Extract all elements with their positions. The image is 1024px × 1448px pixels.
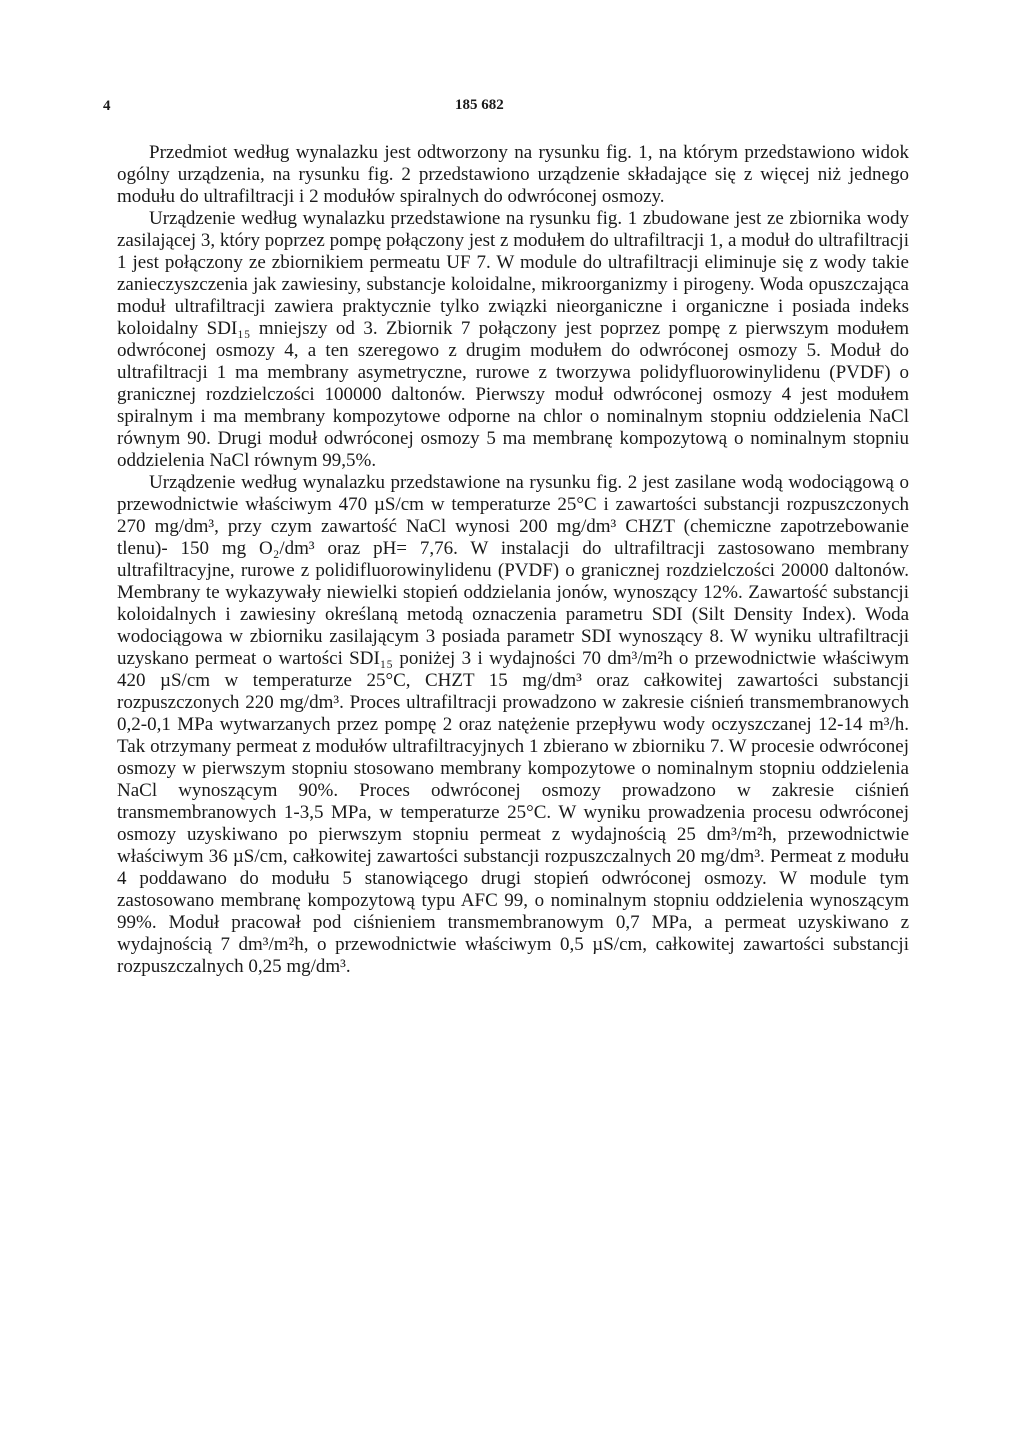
paragraph-figures: Przedmiot według wynalazku jest odtworzony na rysunku fig. 1, na którym przedstawiono widok ogólny urządzenia, na rysunku fig. 2 przedstawiono urządzenie składające się z więcej niż jednego modułu do ultrafiltracji i 2 modułów spiralnych do odwróconej osmozy.	[117, 142, 909, 207]
document-body	[117, 142, 909, 978]
patent-number: 185 682	[455, 97, 504, 113]
page-number: 4	[103, 98, 111, 114]
paragraph-fig1-description: Urządzenie według wynalazku przedstawione na rysunku fig. 1 zbudowane jest ze zbiornika wody zasilającej 3, który poprzez pompę połączony jest z modułem do ultrafiltracji 1, a moduł do ultrafiltracji 1 jest połączony ze zbiornikiem permeatu UF 7. W module do ultrafiltracji eliminuje się z wody takie zanieczyszczenia jak zawiesiny, substancje koloidalne, mikroorganizmy i pirogeny. Woda opuszczająca moduł ultrafiltracji zawiera praktycznie tylko związki nieorganiczne i organiczne i posiada indeks koloidalny SDI₁₅ mniejszy od 3. Zbiornik 7 połączony jest poprzez pompę z pierwszym modułem odwróconej osmozy 4, a ten szeregowo z drugim modułem do odwróconej osmozy 5. Moduł do ultrafiltracji 1 ma membrany asymetryczne, rurowe z tworzywa polidyfluorowinylidenu (PVDF) o granicznej rozdzielczości 100000 daltonów. Pierwszy moduł odwróconej osmozy 4 jest modułem spiralnym i ma membrany kompozytowe odporne na chlor o nominalnym stopniu oddzielenia NaCl równym 90. Drugi moduł odwróconej osmozy 5 ma membranę kompozytową o nominalnym stopniu oddzielenia NaCl równym 99,5%.	[117, 208, 909, 471]
paragraph-fig2-description: Urządzenie według wynalazku przedstawione na rysunku fig. 2 jest zasilane wodą wodociągową o przewodnictwie właściwym 470 µS/cm w temperaturze 25°C i zawartości substancji rozpuszczonych 270 mg/dm³, przy czym zawartość NaCl wynosi 200 mg/dm³ CHZT (chemiczne zapotrzebowanie tlenu)- 150 mg O₂/dm³ oraz pH= 7,76. W instalacji do ultrafiltracji zastosowano membrany ultrafiltracyjne, rurowe z polidifluorowinylidenu (PVDF) o granicznej rozdzielczości 20000 daltonów. Membrany te wykazywały niewielki stopień oddzielania jonów, wynoszący 12%. Zawartość substancji koloidalnych i zawiesiny określaną metodą oznaczenia parametru SDI (Silt Density Index). Woda wodociągowa w zbiorniku zasilającym 3 posiada parametr SDI wynoszący 8. W wyniku ultrafiltracji uzyskano permeat o wartości SDI₁₅ poniżej 3 i wydajności 70 dm³/m²h o przewodnictwie właściwym 420 µS/cm w temperaturze 25°C, CHZT 15 mg/dm³ oraz całkowitej zawartości substancji rozpuszczonych 220 mg/dm³. Proces ultrafiltracji prowadzono w zakresie ciśnień transmembranowych 0,2-0,1 MPa wytwarzanych przez pompę 2 oraz natężenie przepływu wody oczyszczanej 12-14 m³/h. Tak otrzymany permeat z modułów ultrafiltracyjnych 1 zbierano w zbiorniku 7. W procesie odwróconej osmozy w pierwszym stopniu stosowano membrany kompozytowe o nominalnym stopniu oddzielenia NaCl wynoszącym 90%. Proces odwróconej osmozy prowadzono w zakresie ciśnień transmembranowych 1-3,5 MPa, w temperaturze 25°C. W wyniku prowadzenia procesu odwróconej osmozy uzyskiwano po pierwszym stopniu permeat z wydajnością 25 dm³/m²h, przewodnictwie właściwym 36 µS/cm, całkowitej zawartości substancji rozpuszczalnych 20 mg/dm³. Permeat z modułu 4 poddawano do modułu 5 stanowiącego drugi stopień odwróconej osmozy. W module tym zastosowano membranę kompozytową typu AFC 99, o nominalnym stopniu oddzielenia wynoszącym 99%. Moduł pracował pod ciśnieniem transmembranowym 0,7 MPa, a permeat uzyskiwano z wydajnością 7 dm³/m²h, o przewodnictwie właściwym 0,5 µS/cm, całkowitej zawartości substancji rozpuszczalnych 0,25 mg/dm³.	[117, 472, 909, 977]
